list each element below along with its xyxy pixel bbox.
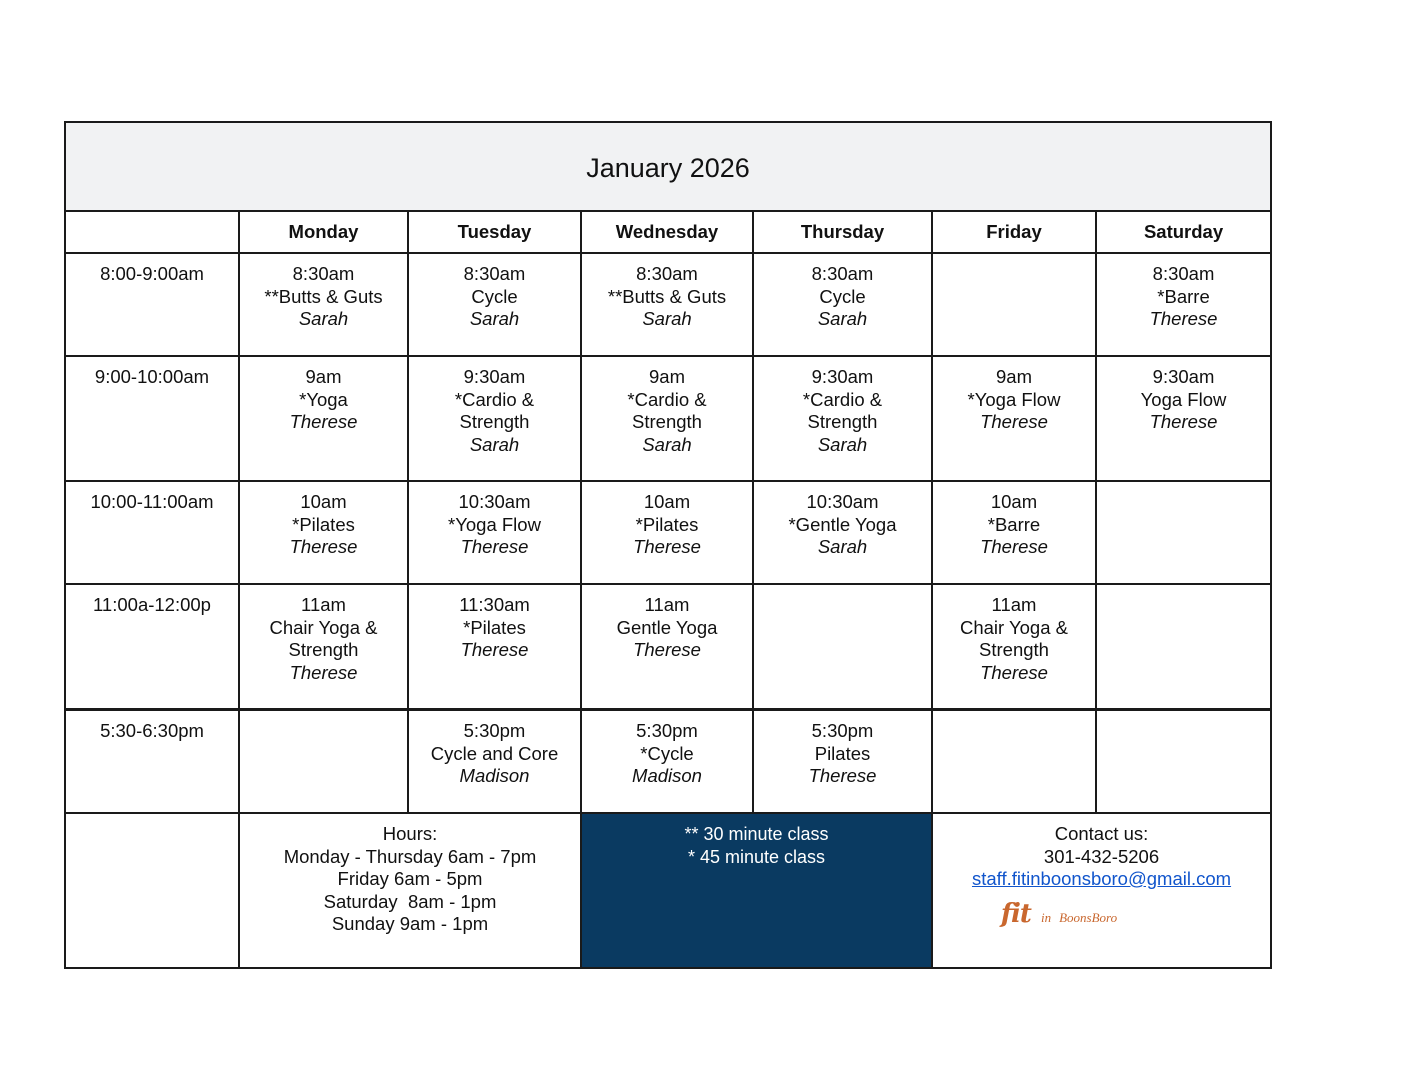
class-time: 5:30pm <box>636 720 698 741</box>
class-time: 10am <box>990 491 1038 512</box>
class-cell-monday <box>239 481 408 584</box>
class-time: 9:30am <box>463 366 526 387</box>
hours-line: Sunday 9am - 1pm <box>331 913 489 934</box>
class-name: *Cardio & <box>802 388 883 410</box>
empty-cell <box>1096 710 1271 814</box>
class-cell-tuesday <box>408 253 581 356</box>
time-slot-label: 9:00-10:00am <box>65 356 239 481</box>
class-name: Strength <box>979 639 1049 660</box>
hours-heading: Hours: <box>382 823 438 844</box>
empty-cell <box>1096 481 1271 584</box>
time-slot-row <box>65 356 1271 481</box>
schedule-table <box>64 121 1272 969</box>
empty-cell <box>932 253 1096 356</box>
class-time: 8:30am <box>463 263 526 284</box>
class-name: *Cardio & <box>454 388 535 410</box>
class-cell-tuesday <box>408 481 581 584</box>
day-header-friday: Friday <box>932 211 1096 253</box>
instructor-name: Therese <box>980 661 1048 683</box>
day-header-saturday: Saturday <box>1096 211 1271 253</box>
class-name: Pilates <box>814 742 871 764</box>
hours-line: Monday - Thursday 6am - 7pm <box>283 845 537 867</box>
legend-item: * 45 minute class <box>687 846 826 867</box>
time-slot-label: 8:00-9:00am <box>65 253 239 356</box>
class-cell-thursday <box>753 710 932 814</box>
class-name: Chair Yoga & <box>959 616 1068 638</box>
class-name: Gentle Yoga <box>616 616 718 638</box>
instructor-name: Therese <box>289 411 358 432</box>
contact-cell <box>932 813 1271 968</box>
instructor-name: Therese <box>980 536 1048 557</box>
time-slot-row <box>65 253 1271 356</box>
schedule-title: January 2026 <box>65 122 1271 211</box>
class-cell-wednesday <box>581 253 753 356</box>
instructor-name: Therese <box>289 536 358 557</box>
instructor-name: Therese <box>633 639 701 660</box>
day-header-tuesday: Tuesday <box>408 211 581 253</box>
class-name: *Yoga <box>299 388 348 410</box>
class-cell-wednesday <box>581 481 753 584</box>
contact-phone: 301-432-5206 <box>1043 845 1160 867</box>
class-time: 10:30am <box>806 491 879 512</box>
instructor-name: Therese <box>1149 411 1218 432</box>
class-cell-saturday <box>1096 356 1271 481</box>
class-cell-monday <box>239 584 408 710</box>
class-name: Chair Yoga & <box>269 616 378 638</box>
logo-town-text: BoonsBoro <box>1059 909 1118 925</box>
class-cell-friday <box>932 356 1096 481</box>
class-cell-wednesday <box>581 356 753 481</box>
time-slot-label: 5:30-6:30pm <box>65 710 239 814</box>
class-time: 5:30pm <box>811 720 874 741</box>
instructor-name: Therese <box>808 765 877 786</box>
class-name: *Gentle Yoga <box>788 513 897 535</box>
instructor-name: Sarah <box>817 308 868 329</box>
class-name: Strength <box>459 411 530 432</box>
fit-in-boonsboro-logo <box>959 898 1159 937</box>
class-time: 9am <box>649 366 685 387</box>
class-time: 11am <box>991 594 1037 615</box>
class-cell-thursday <box>753 481 932 584</box>
day-header-wednesday: Wednesday <box>581 211 753 253</box>
class-cell-tuesday <box>408 710 581 814</box>
class-name: *Yoga Flow <box>448 513 541 535</box>
instructor-name: Sarah <box>298 308 349 329</box>
instructor-name: Madison <box>459 765 530 786</box>
class-time: 10am <box>300 491 347 512</box>
logo-in-text: in <box>1040 909 1052 925</box>
empty-cell <box>239 710 408 814</box>
legend-item: ** 30 minute class <box>684 824 829 844</box>
class-name: **Butts & Guts <box>264 285 383 307</box>
class-name: Cycle and Core <box>430 742 559 764</box>
class-time: 9:30am <box>1152 366 1215 387</box>
class-time: 8:30am <box>636 263 698 284</box>
class-name: *Pilates <box>292 513 355 535</box>
time-slot-row <box>65 710 1271 814</box>
time-slot-label: 10:00-11:00am <box>65 481 239 584</box>
instructor-name: Therese <box>980 411 1048 432</box>
time-header-blank <box>65 211 239 253</box>
info-blank-cell <box>65 813 239 968</box>
class-cell-tuesday <box>408 584 581 710</box>
empty-cell <box>753 584 932 710</box>
class-name: *Cycle <box>640 742 694 764</box>
instructor-name: Sarah <box>469 308 520 329</box>
class-name: *Cardio & <box>627 388 707 410</box>
class-time: 11am <box>301 594 346 615</box>
time-slot-label: 11:00a-12:00p <box>65 584 239 710</box>
instructor-name: Therese <box>1149 308 1218 329</box>
hours-line: Friday 6am - 5pm <box>337 868 483 889</box>
class-cell-friday <box>932 584 1096 710</box>
contact-email-link[interactable]: staff.fitinboonsboro@gmail.com <box>971 868 1232 889</box>
class-cell-wednesday <box>581 710 753 814</box>
class-time: 9am <box>305 366 342 387</box>
class-time: 8:30am <box>811 263 874 284</box>
class-time: 10am <box>643 491 691 512</box>
class-length-legend <box>581 813 932 968</box>
class-name: Yoga Flow <box>1140 388 1227 410</box>
instructor-name: Sarah <box>817 536 868 557</box>
hours-line: Saturday 8am - 1pm <box>323 890 497 912</box>
time-slot-row <box>65 584 1271 710</box>
instructor-name: Madison <box>632 765 702 786</box>
hours-cell <box>239 813 581 968</box>
class-cell-thursday <box>753 356 932 481</box>
instructor-name: Therese <box>460 639 529 660</box>
day-header-thursday: Thursday <box>753 211 932 253</box>
class-time: 8:30am <box>1152 263 1215 284</box>
instructor-name: Sarah <box>642 308 692 329</box>
class-time: 9am <box>996 366 1032 387</box>
class-name: Strength <box>632 411 702 432</box>
class-time: 5:30pm <box>463 720 526 741</box>
class-name: Cycle <box>471 285 518 307</box>
contact-heading: Contact us: <box>1054 823 1149 844</box>
class-name: **Butts & Guts <box>607 285 727 307</box>
empty-cell <box>932 710 1096 814</box>
instructor-name: Sarah <box>817 433 868 455</box>
info-row <box>65 813 1271 968</box>
class-name: Strength <box>288 639 359 660</box>
class-name: Strength <box>807 411 878 432</box>
instructor-name: Sarah <box>469 433 520 455</box>
instructor-name: Therese <box>633 536 701 557</box>
class-name: *Yoga Flow <box>967 388 1061 410</box>
class-cell-wednesday <box>581 584 753 710</box>
class-time: 11:30am <box>459 594 530 615</box>
class-time: 9:30am <box>811 366 874 387</box>
instructor-name: Therese <box>289 661 358 683</box>
instructor-name: Therese <box>460 536 529 557</box>
logo-fit-text: fit <box>1000 898 1031 929</box>
class-name: *Barre <box>1157 285 1210 307</box>
class-cell-monday <box>239 356 408 481</box>
class-cell-tuesday <box>408 356 581 481</box>
class-time: 10:30am <box>458 491 531 512</box>
class-cell-friday <box>932 481 1096 584</box>
time-slot-row <box>65 481 1271 584</box>
class-cell-saturday <box>1096 253 1271 356</box>
class-name: *Barre <box>987 513 1041 535</box>
instructor-name: Sarah <box>642 433 692 455</box>
empty-cell <box>1096 584 1271 710</box>
class-name: *Pilates <box>635 513 699 535</box>
day-header-monday: Monday <box>239 211 408 253</box>
class-name: Cycle <box>819 285 866 307</box>
class-cell-monday <box>239 253 408 356</box>
class-cell-thursday <box>753 253 932 356</box>
class-name: *Pilates <box>463 616 526 638</box>
class-time: 11am <box>644 594 690 615</box>
class-time: 8:30am <box>292 263 355 284</box>
